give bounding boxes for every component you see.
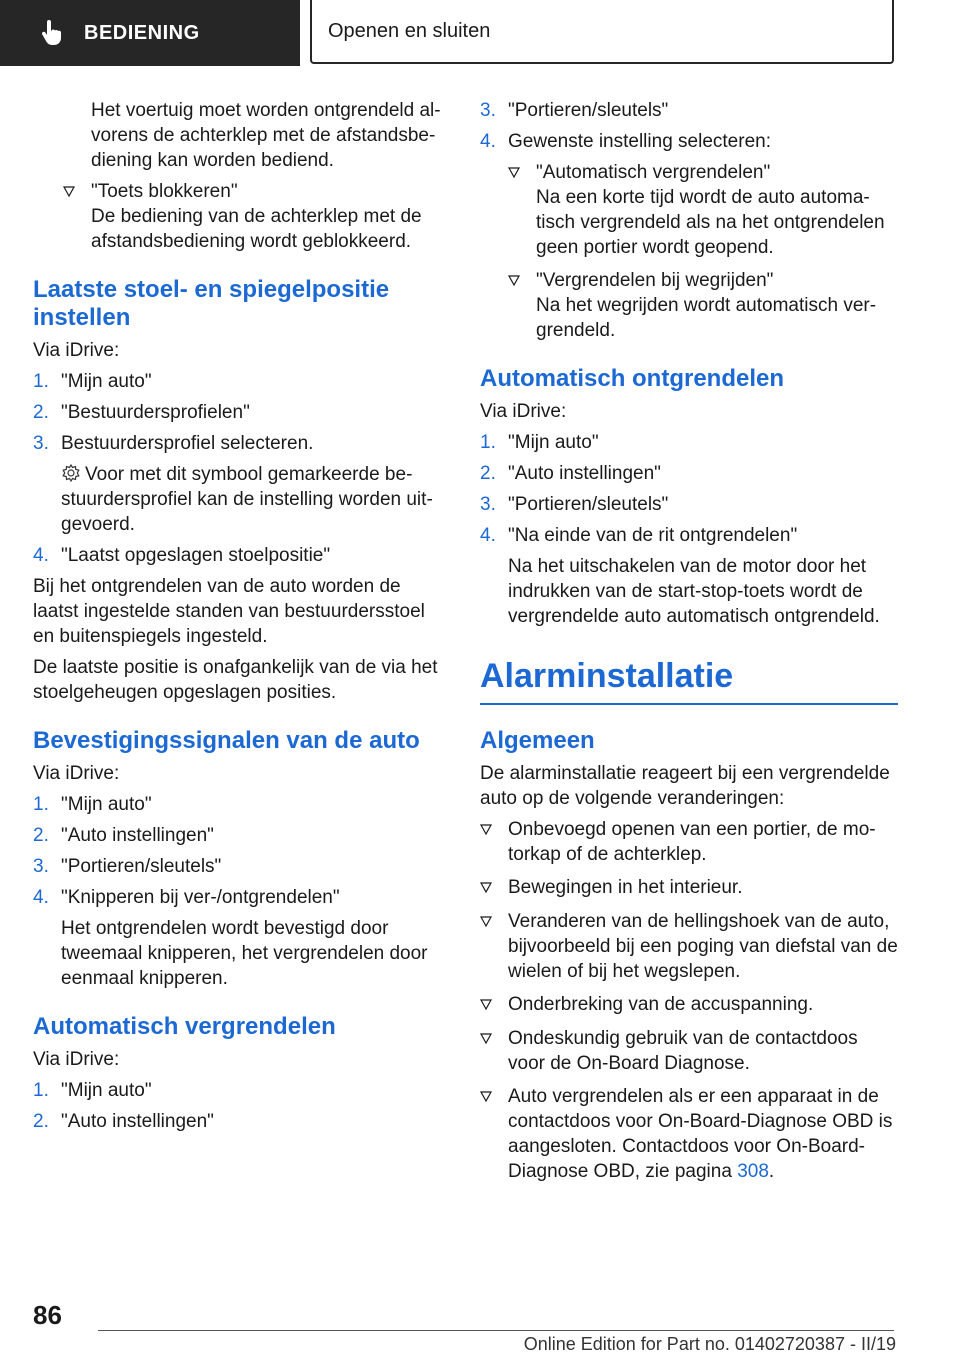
triangle-bullet-icon — [508, 160, 536, 260]
section-heading: Automatisch ontgrendelen — [480, 365, 785, 392]
list-item: Auto vergrendelen als er een apparaat in de contactdoos voor On-Board-Diagnose OBD is aangesloten. Contactdoos voor On-Board-Diagnose OBD, zie pagina 308. — [480, 1084, 898, 1184]
chapter-title: Openen en sluiten — [310, 0, 894, 64]
list-item: 3. Bestuurdersprofiel selecteren. — [33, 433, 314, 454]
list-item: 1. "Mijn auto" — [33, 794, 152, 815]
list-item: 3. "Portieren/sleutels" — [480, 100, 669, 121]
list-item: 3. "Portieren/sleutels" — [33, 856, 222, 877]
page-header — [0, 0, 960, 66]
section-heading: Bevestigingssignalen van de auto — [33, 727, 420, 754]
edition-text: Online Edition for Part no. 01402720387 - II/19 — [523, 1334, 896, 1354]
chapter-heading: Alarminstallatie — [480, 655, 898, 705]
option-description: Na het wegrijden wordt automatisch vergrendeld. — [536, 295, 877, 341]
paragraph: De alarminstallatie reageert bij een vergrendelde auto op de volgende veranderingen: — [480, 763, 890, 809]
list-item: 1. "Mijn auto" — [33, 371, 152, 392]
intro-paragraph: Het voertuig moet worden ontgrendeld alvorens de achterklep met de afstandsbediening kan worden bediend. — [91, 100, 441, 171]
section-tab[interactable] — [0, 0, 300, 66]
footer-divider — [98, 1330, 894, 1331]
triangle-bullet-icon — [480, 1084, 508, 1184]
list-item: 2. "Auto instellingen" — [33, 1111, 214, 1132]
list-item: Veranderen van de hellingshoek van de auto, bijvoorbeeld bij een poging van diefstal van de wielen of bij het wegslepen. — [480, 909, 898, 984]
triangle-bullet-icon — [480, 875, 508, 901]
list-item: Onbevoegd openen van een portier, de motorkap of de achterklep. — [480, 817, 898, 867]
list-item — [480, 160, 898, 260]
paragraph: De laatste positie is onafgankelijk van de via het stoelgeheugen opgeslagen posities. — [33, 657, 438, 703]
list-item: 3. "Portieren/sleutels" — [480, 494, 669, 515]
triangle-bullet-icon — [480, 992, 508, 1018]
list-item: Onderbreking van de accuspanning. — [480, 992, 898, 1018]
triangle-bullet-icon — [480, 909, 508, 984]
list-item: Ondeskundig gebruik van de contactdoos voor de On-Board Diagnose. — [480, 1026, 898, 1076]
list-item: 4. Gewenste instelling selecteren: — [480, 131, 771, 152]
via-label: Via iDrive: — [33, 340, 120, 361]
via-label: Via iDrive: — [33, 763, 120, 784]
list-item: 4. "Na einde van de rit ontgrendelen" — [480, 525, 798, 546]
right-column — [480, 98, 898, 1192]
gear-icon — [61, 463, 81, 483]
via-label: Via iDrive: — [480, 401, 567, 422]
option-description: De bediening van de achterklep met de afstandsbediening wordt geblokkeerd. — [91, 206, 422, 252]
section-heading: Automatisch vergrendelen — [33, 1013, 336, 1040]
option-description: Na een korte tijd wordt de auto automatisch vergrendeld als na het ontgrendelen geen portier wordt geopend. — [536, 187, 885, 258]
list-item: 1. "Mijn auto" — [33, 1080, 152, 1101]
page-reference-link[interactable]: 308 — [737, 1161, 769, 1182]
option-label: "Toets blokkeren" — [91, 181, 238, 202]
description: Na het uitschakelen van de motor door het indrukken van de start-stop-toets wordt de vergrendelde auto automatisch ontgrendeld. — [508, 556, 880, 627]
list-item — [480, 268, 898, 343]
section-heading: Algemeen — [480, 727, 595, 754]
via-label: Via iDrive: — [33, 1049, 120, 1070]
triangle-bullet-icon — [63, 179, 91, 254]
list-item — [33, 179, 451, 254]
hand-pointer-icon — [40, 20, 64, 46]
description: Het ontgrendelen wordt bevestigd door tweemaal knipperen, het vergrendelen door eenmaal knipperen. — [61, 918, 428, 989]
list-item: 4. "Laatst opgeslagen stoelpositie" — [33, 545, 331, 566]
triangle-bullet-icon — [508, 268, 536, 343]
triangle-bullet-icon — [480, 1026, 508, 1076]
triangle-bullet-icon — [480, 817, 508, 867]
option-label: "Vergrendelen bij wegrijden" — [536, 270, 774, 291]
page-number: 86 — [33, 1300, 62, 1330]
list-item: 2. "Bestuurdersprofielen" — [33, 402, 250, 423]
list-item: 1. "Mijn auto" — [480, 432, 599, 453]
list-item: 4. "Knipperen bij ver-/ontgrendelen" — [33, 887, 340, 908]
option-label: "Automatisch vergrendelen" — [536, 162, 771, 183]
paragraph: Bij het ontgrendelen van de auto worden de laatst ingestelde standen van bestuurdersstoel en buitenspiegels ingesteld. — [33, 576, 425, 647]
section-heading: Laatste stoel- en spiegelpositie instellen — [33, 276, 390, 331]
list-item: 2. "Auto instellingen" — [33, 825, 214, 846]
left-column — [33, 98, 451, 1140]
list-item: Bewegingen in het interieur. — [480, 875, 898, 901]
list-item: 2. "Auto instellingen" — [480, 463, 661, 484]
section-label: BEDIENING — [84, 21, 200, 44]
note-paragraph: Voor met dit symbool gemarkeerde bestuurdersprofiel kan de instelling worden uitgevoerd. — [61, 464, 433, 535]
